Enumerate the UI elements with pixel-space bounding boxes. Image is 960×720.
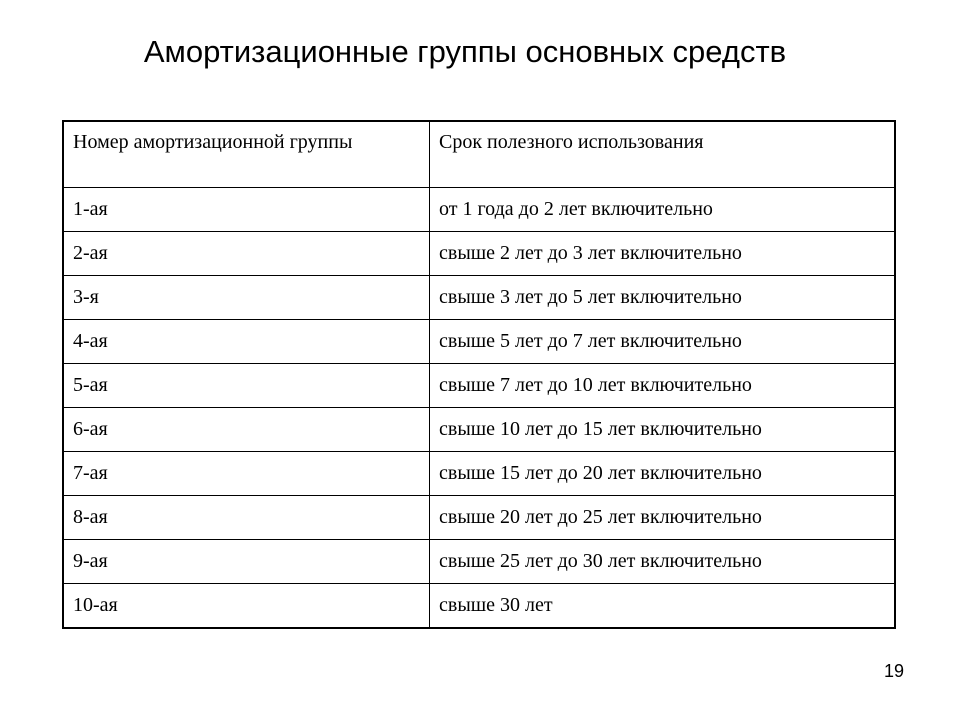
group-cell: 10-ая [63, 583, 430, 628]
group-cell: 1-ая [63, 187, 430, 231]
table-row [63, 583, 895, 628]
table-row [63, 495, 895, 539]
table-row [63, 539, 895, 583]
group-cell: 3-я [63, 275, 430, 319]
header-group-number: Номер амортизационной группы [63, 121, 430, 187]
group-cell: 2-ая [63, 231, 430, 275]
table-row [63, 187, 895, 231]
group-cell: 7-ая [63, 451, 430, 495]
table-row [63, 363, 895, 407]
term-cell: свыше 30 лет [430, 583, 896, 628]
table-row [63, 319, 895, 363]
term-cell: свыше 20 лет до 25 лет включительно [430, 495, 896, 539]
table-header-row [63, 121, 895, 187]
term-cell: свыше 3 лет до 5 лет включительно [430, 275, 896, 319]
term-cell: свыше 15 лет до 20 лет включительно [430, 451, 896, 495]
group-cell: 5-ая [63, 363, 430, 407]
term-cell: свыше 25 лет до 30 лет включительно [430, 539, 896, 583]
depreciation-groups-table [62, 120, 896, 629]
page-number: 19 [883, 661, 904, 681]
header-useful-life: Срок полезного использования [430, 121, 896, 187]
table-row [63, 451, 895, 495]
table-row [63, 275, 895, 319]
term-cell: свыше 5 лет до 7 лет включительно [430, 319, 896, 363]
page-title: Амортизационные группы основных средств [143, 34, 787, 69]
group-cell: 9-ая [63, 539, 430, 583]
term-cell: свыше 2 лет до 3 лет включительно [430, 231, 896, 275]
table-row [63, 231, 895, 275]
group-cell: 4-ая [63, 319, 430, 363]
term-cell: свыше 10 лет до 15 лет включительно [430, 407, 896, 451]
term-cell: свыше 7 лет до 10 лет включительно [430, 363, 896, 407]
term-cell: от 1 года до 2 лет включительно [430, 187, 896, 231]
table-row [63, 407, 895, 451]
group-cell: 6-ая [63, 407, 430, 451]
group-cell: 8-ая [63, 495, 430, 539]
